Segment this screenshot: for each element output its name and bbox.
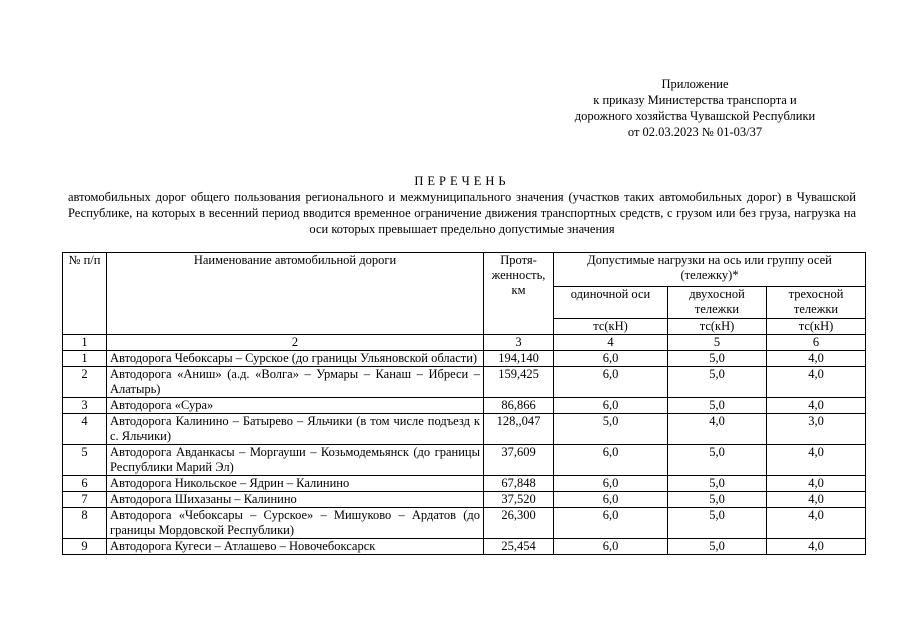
col-number: 6 bbox=[767, 335, 866, 351]
row-double: 5,0 bbox=[668, 398, 767, 414]
row-length: 159,425 bbox=[484, 367, 554, 398]
row-length: 86,866 bbox=[484, 398, 554, 414]
row-triple: 4,0 bbox=[767, 398, 866, 414]
row-double: 5,0 bbox=[668, 351, 767, 367]
row-triple: 4,0 bbox=[767, 476, 866, 492]
row-num: 6 bbox=[63, 476, 107, 492]
row-triple: 4,0 bbox=[767, 445, 866, 476]
row-length: 194,140 bbox=[484, 351, 554, 367]
row-single: 6,0 bbox=[554, 492, 668, 508]
row-single: 6,0 bbox=[554, 398, 668, 414]
row-triple: 4,0 bbox=[767, 492, 866, 508]
appendix-line-4: от 02.03.2023 № 01-03/37 bbox=[627, 125, 763, 139]
document-subtitle: автомобильных дорог общего пользования регионального и межмуниципального значения (участков таких автомобильных дорог) в Чувашской Республике, на которых в весенний период вводится временное ограничение движения транспортных средств, с грузом или без груза, нагрузка на оси которых превышает предельно допустимые значения bbox=[68, 190, 856, 236]
row-length: 37,520 bbox=[484, 492, 554, 508]
row-name: Автодорога Шихазаны – Калинино bbox=[107, 492, 484, 508]
table-row bbox=[63, 476, 866, 492]
row-num: 2 bbox=[63, 367, 107, 398]
document-title-block bbox=[62, 173, 862, 237]
col-number: 1 bbox=[63, 335, 107, 351]
row-triple: 4,0 bbox=[767, 351, 866, 367]
header-num: № п/п bbox=[63, 253, 107, 335]
table-row bbox=[63, 492, 866, 508]
appendix-line-2: к приказу Министерства транспорта и bbox=[593, 93, 797, 107]
row-single: 6,0 bbox=[554, 445, 668, 476]
row-num: 7 bbox=[63, 492, 107, 508]
row-name: Автодорога Калинино – Батырево – Яльчики (в том числе подъезд к с. Яльчики) bbox=[107, 414, 484, 445]
row-num: 9 bbox=[63, 539, 107, 555]
row-double: 4,0 bbox=[668, 414, 767, 445]
row-length: 128,,047 bbox=[484, 414, 554, 445]
row-num: 4 bbox=[63, 414, 107, 445]
appendix-line-1: Приложение bbox=[661, 77, 729, 91]
table-row bbox=[63, 445, 866, 476]
row-triple: 3,0 bbox=[767, 414, 866, 445]
table-row bbox=[63, 414, 866, 445]
header-loads: Допустимые нагрузки на ось или группу осей (тележку)* bbox=[554, 253, 866, 287]
row-triple: 4,0 bbox=[767, 367, 866, 398]
header-single-axle: одиночной оси bbox=[554, 287, 668, 319]
table-row bbox=[63, 351, 866, 367]
row-single: 6,0 bbox=[554, 476, 668, 492]
row-length: 67,848 bbox=[484, 476, 554, 492]
document-title: ПЕРЕЧЕНЬ bbox=[414, 174, 510, 188]
row-name: Автодорога «Чебоксары – Сурское» – Мишуково – Ардатов (до границы Мордовской Республики) bbox=[107, 508, 484, 539]
row-single: 6,0 bbox=[554, 508, 668, 539]
row-triple: 4,0 bbox=[767, 508, 866, 539]
row-length: 37,609 bbox=[484, 445, 554, 476]
appendix-line-3: дорожного хозяйства Чувашской Республики bbox=[574, 109, 816, 123]
col-number: 3 bbox=[484, 335, 554, 351]
row-name: Автодорога Никольское – Ядрин – Калинино bbox=[107, 476, 484, 492]
header-double-bogie: двухосной тележки bbox=[668, 287, 767, 319]
row-length: 25,454 bbox=[484, 539, 554, 555]
row-name: Автодорога «Сура» bbox=[107, 398, 484, 414]
row-num: 1 bbox=[63, 351, 107, 367]
row-num: 3 bbox=[63, 398, 107, 414]
row-single: 6,0 bbox=[554, 367, 668, 398]
row-name: Автодорога «Аниш» (а.д. «Волга» – Урмары – Канаш – Ибреси – Алатырь) bbox=[107, 367, 484, 398]
col-number: 5 bbox=[668, 335, 767, 351]
col-number: 4 bbox=[554, 335, 668, 351]
table-row bbox=[63, 398, 866, 414]
col-number: 2 bbox=[107, 335, 484, 351]
row-num: 8 bbox=[63, 508, 107, 539]
column-numbers-row bbox=[63, 335, 866, 351]
table-row bbox=[63, 539, 866, 555]
header-unit-double: тс(кН) bbox=[668, 319, 767, 335]
header-length: Протя-женность, км bbox=[484, 253, 554, 335]
row-single: 6,0 bbox=[554, 539, 668, 555]
appendix-header bbox=[540, 76, 850, 140]
row-num: 5 bbox=[63, 445, 107, 476]
table-row bbox=[63, 367, 866, 398]
table-row bbox=[63, 508, 866, 539]
header-triple-bogie: трехосной тележки bbox=[767, 287, 866, 319]
row-name: Автодорога Авданкасы – Моргауши – Козьмодемьянск (до границы Республики Марий Эл) bbox=[107, 445, 484, 476]
header-unit-triple: тс(кН) bbox=[767, 319, 866, 335]
row-double: 5,0 bbox=[668, 367, 767, 398]
header-name: Наименование автомобильной дороги bbox=[107, 253, 484, 335]
row-single: 5,0 bbox=[554, 414, 668, 445]
row-double: 5,0 bbox=[668, 539, 767, 555]
row-length: 26,300 bbox=[484, 508, 554, 539]
row-double: 5,0 bbox=[668, 492, 767, 508]
row-name: Автодорога Кугеси – Атлашево – Новочебоксарск bbox=[107, 539, 484, 555]
row-double: 5,0 bbox=[668, 445, 767, 476]
row-double: 5,0 bbox=[668, 476, 767, 492]
row-triple: 4,0 bbox=[767, 539, 866, 555]
row-single: 6,0 bbox=[554, 351, 668, 367]
row-name: Автодорога Чебоксары – Сурское (до границы Ульяновской области) bbox=[107, 351, 484, 367]
roads-table bbox=[62, 252, 866, 555]
header-unit-single: тс(кН) bbox=[554, 319, 668, 335]
row-double: 5,0 bbox=[668, 508, 767, 539]
